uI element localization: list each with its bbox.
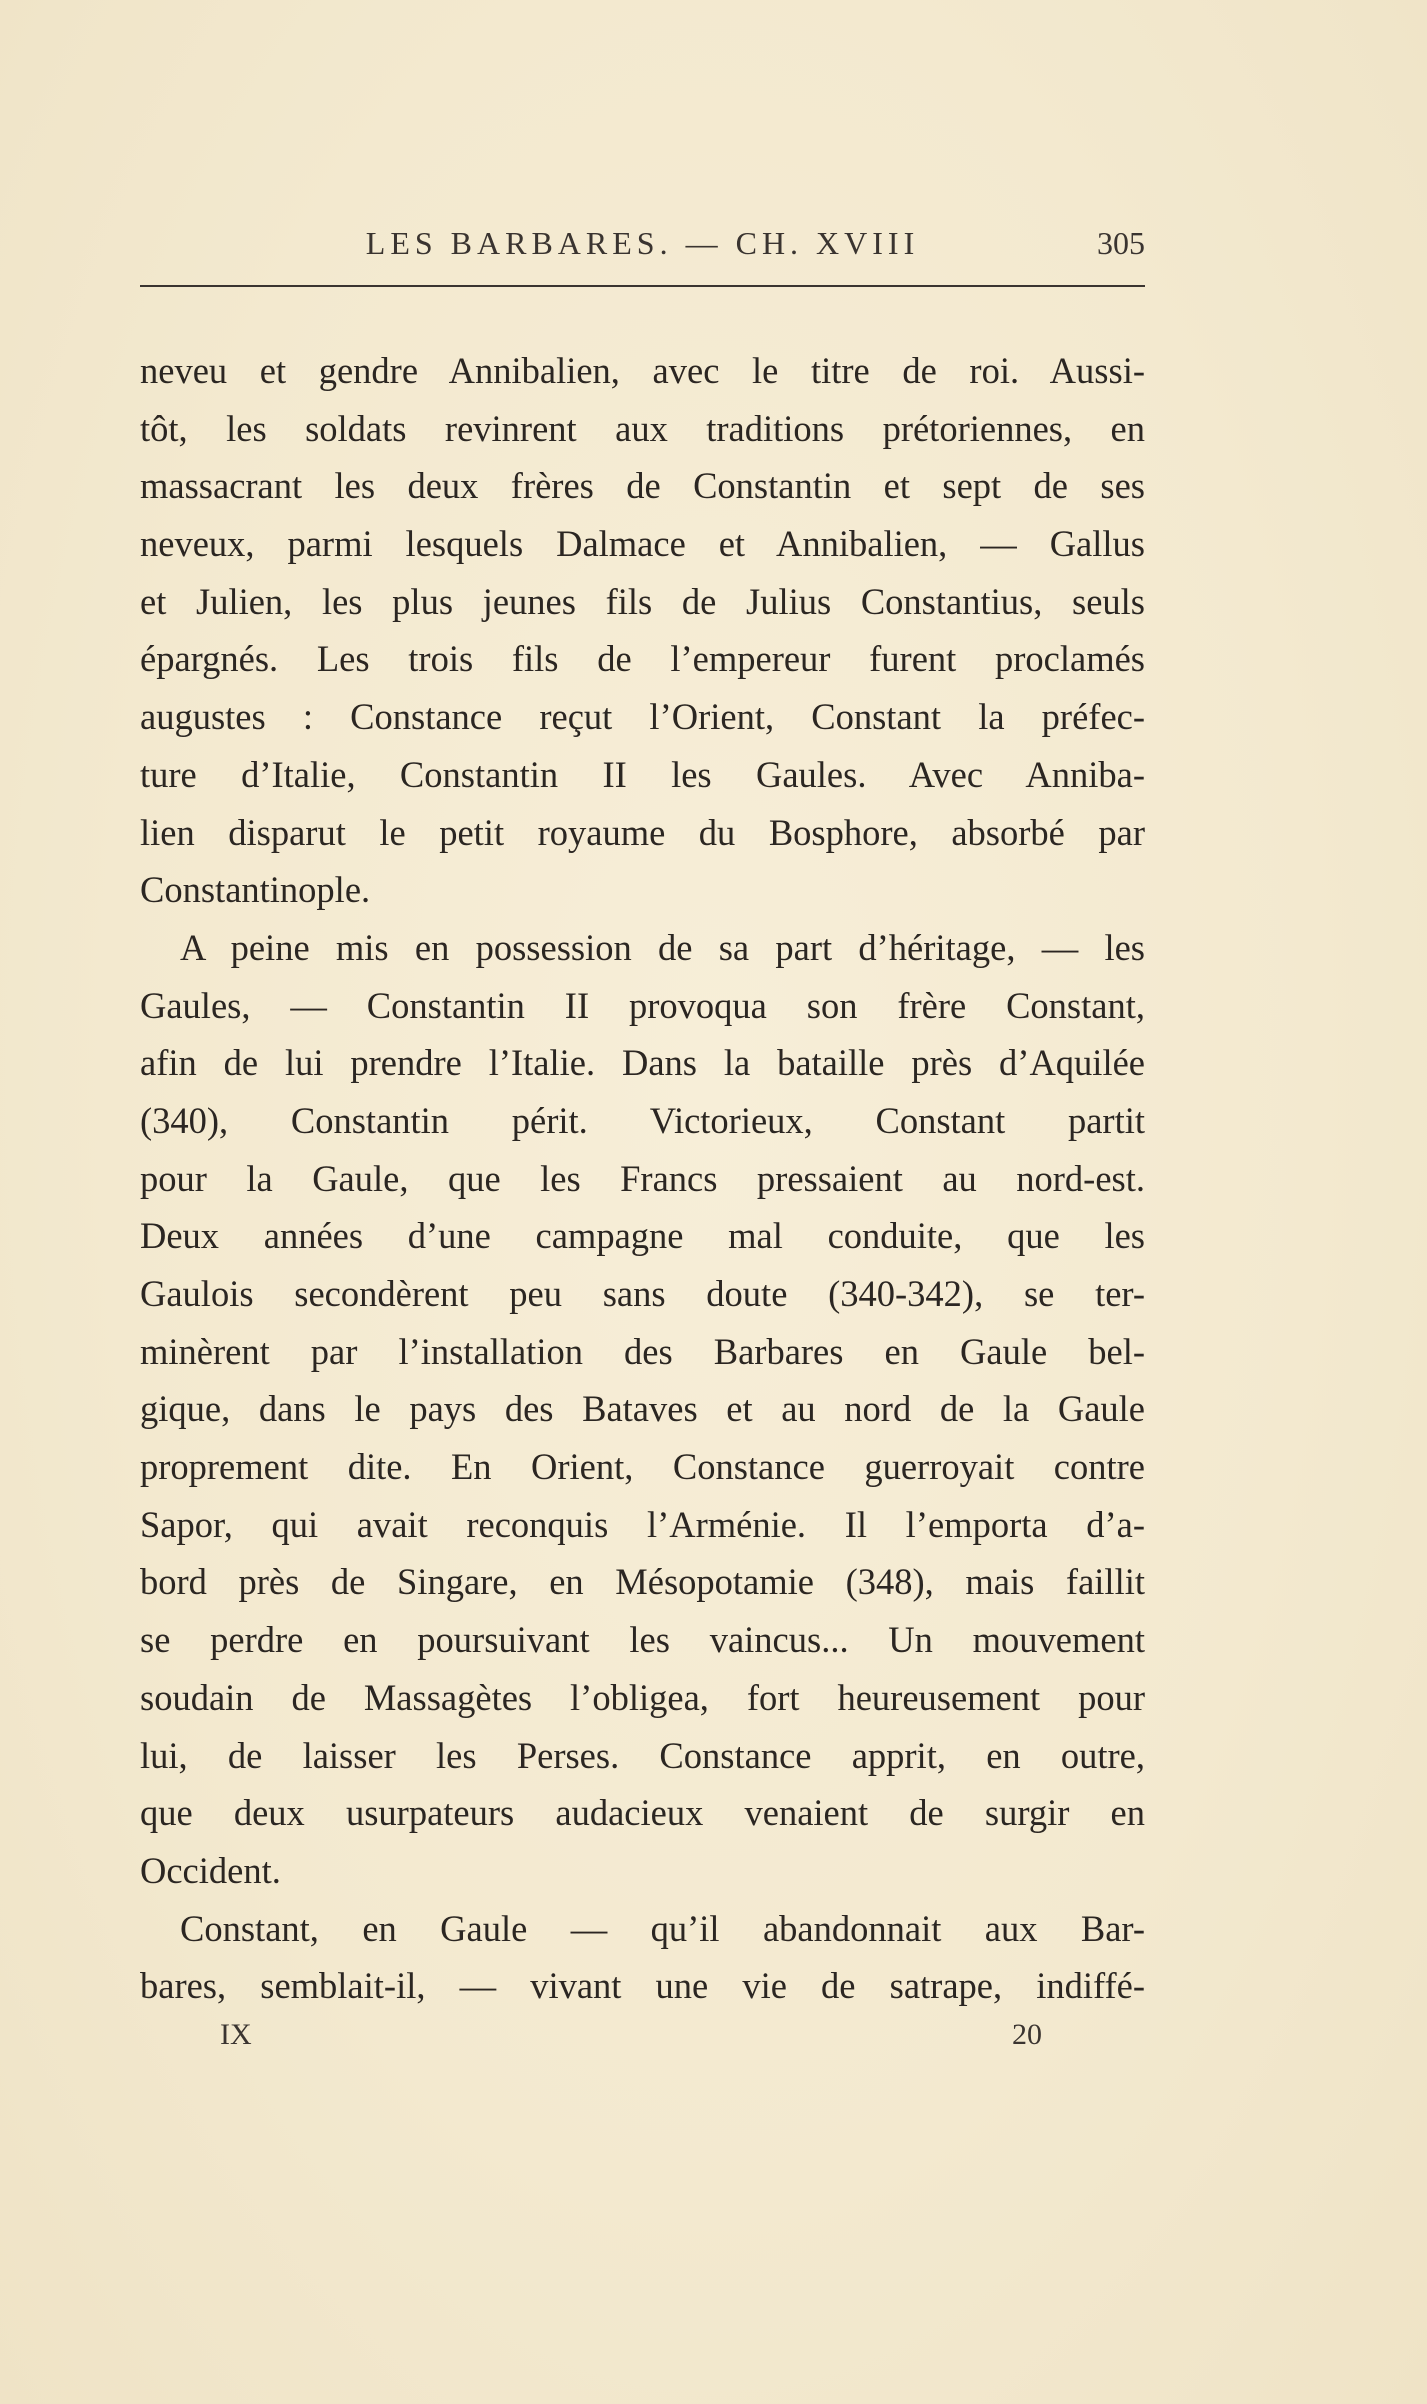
text-line: minèrent par l’installation des Barbares en Gaule bel- <box>140 1330 1145 1372</box>
text-line: (340), Constantin périt. Victorieux, Constant partit <box>140 1099 1145 1141</box>
text-line: massacrant les deux frères de Constantin et sept de ses <box>140 465 1145 507</box>
text-line: A peine mis en possession de sa part d’héritage, — les <box>180 926 1145 968</box>
signature-number: 20 <box>1012 2018 1042 2051</box>
text-line: lien disparut le petit royaume du Bosphore, absorbé par <box>140 811 1145 853</box>
text-line: neveu et gendre Annibalien, avec le titre de roi. Aussi- <box>140 350 1145 391</box>
signature-volume: IX <box>220 2018 252 2051</box>
signature-line <box>0 2012 1427 2057</box>
text-line: tôt, les soldats revinrent aux traditions prétoriennes, en <box>140 407 1145 449</box>
page-number: 305 <box>1097 225 1145 261</box>
text-line: que deux usurpateurs audacieux venaient de surgir en <box>140 1792 1145 1834</box>
text-line: gique, dans le pays des Bataves et au nord de la Gaule <box>140 1388 1145 1430</box>
text-line: afin de lui prendre l’Italie. Dans la bataille près d’Aquilée <box>140 1042 1145 1084</box>
text-line: bares, semblait-il, — vivant une vie de satrape, indiffé- <box>140 1965 1145 2007</box>
text-line: épargnés. Les trois fils de l’empereur furent proclamés <box>140 638 1145 680</box>
running-head <box>140 218 1145 268</box>
text-line: pour la Gaule, que les Francs pressaient au nord-est. <box>140 1157 1145 1199</box>
text-line: Sapor, qui avait reconquis l’Arménie. Il l’emporta d’a- <box>140 1503 1145 1545</box>
text-line: Occident. <box>140 1849 281 1891</box>
text-line: neveux, parmi lesquels Dalmace et Annibalien, — Gallus <box>140 523 1145 565</box>
text-line: bord près de Singare, en Mésopotamie (348), mais faillit <box>140 1561 1145 1603</box>
text-line: proprement dite. En Orient, Constance guerroyait contre <box>140 1446 1145 1488</box>
running-title: LES BARBARES. — CH. XVIII <box>365 225 920 261</box>
text-line: ture d’Italie, Constantin II les Gaules. Avec Anniba- <box>140 753 1145 795</box>
text-line: Gaules, — Constantin II provoqua son frère Constant, <box>140 984 1145 1026</box>
body-text <box>140 342 1145 2015</box>
text-line: Gaulois secondèrent peu sans doute (340-342), se ter- <box>140 1273 1145 1314</box>
text-line: augustes : Constance reçut l’Orient, Constant la préfec- <box>140 696 1145 738</box>
text-line: et Julien, les plus jeunes fils de Julius Constantius, seuls <box>140 580 1145 622</box>
text-line: se perdre en poursuivant les vaincus... Un mouvement <box>140 1619 1145 1661</box>
header-rule <box>140 285 1145 287</box>
text-line: Deux années d’une campagne mal conduite, que les <box>140 1215 1145 1257</box>
text-line: lui, de laisser les Perses. Constance apprit, en outre, <box>140 1734 1145 1776</box>
text-line: soudain de Massagètes l’obligea, fort heureusement pour <box>140 1676 1145 1718</box>
text-line: Constantinople. <box>140 869 371 911</box>
text-line: Constant, en Gaule — qu’il abandonnait aux Bar- <box>180 1907 1145 1949</box>
